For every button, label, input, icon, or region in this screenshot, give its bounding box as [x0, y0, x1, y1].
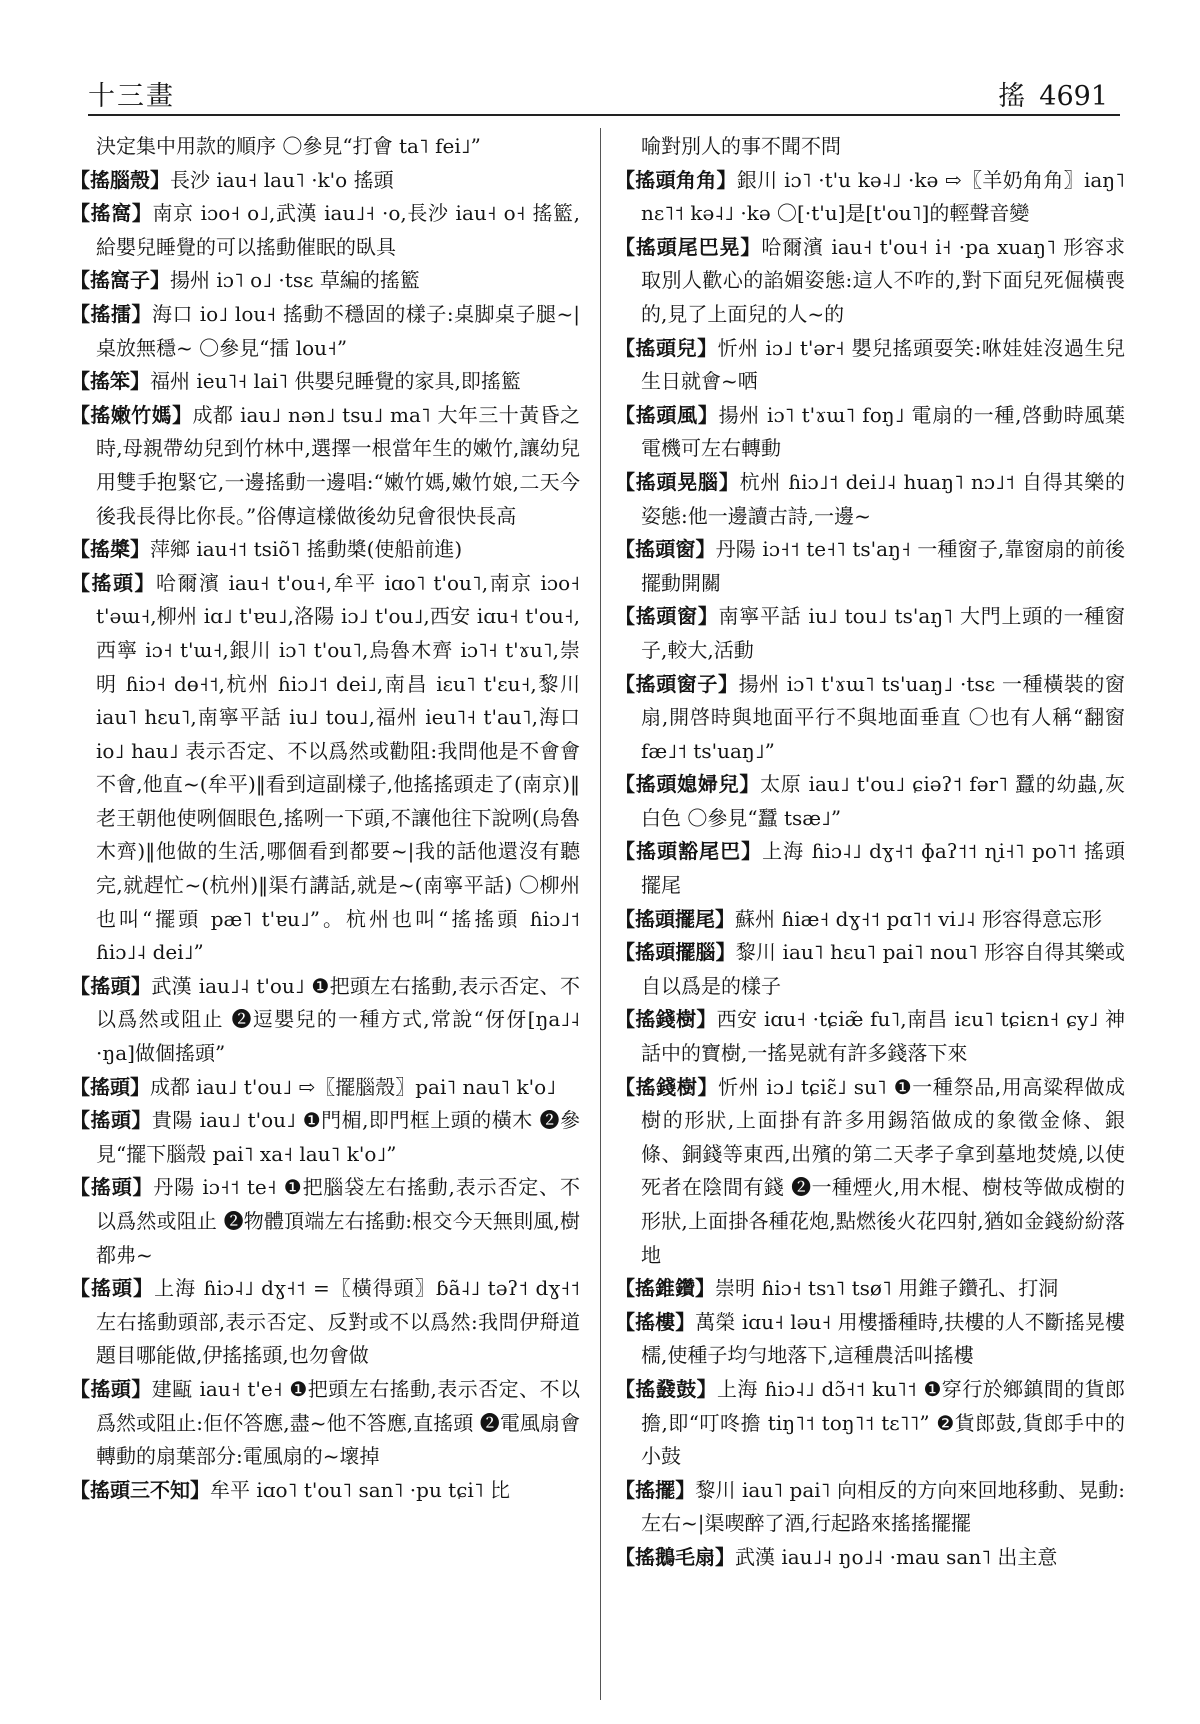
dictionary-entry [615, 835, 1125, 902]
dictionary-entry [70, 1373, 580, 1474]
entry-headword: 【搖頭尾巴晃】 [615, 234, 762, 259]
left-column [70, 130, 580, 1700]
dictionary-entry [615, 1306, 1125, 1373]
entry-headword: 【搖頭風】 [615, 402, 719, 427]
entry-text: 貴陽 iau˩ t'ou˩ ❶門楣,即門框上頭的橫木 ❷參見“擺下腦殼 pai˥ xa˧ lau˥ k'o˩” [96, 1108, 580, 1166]
dictionary-entry [615, 668, 1125, 769]
dictionary-entry [615, 903, 1125, 937]
dictionary-entry [70, 1104, 580, 1171]
entry-text: 成都 iau˩ nən˩ tsu˩ ma˥ 大年三十黃昏之時,母親帶幼兒到竹林中,選擇一根當年生的嫩竹,讓幼兒用雙手抱緊它,一邊搖動一邊唱:“嫩竹媽,嫩竹娘,二天今後我長得比你長。”俗傳這樣做後幼兒會很快長高 [96, 402, 580, 528]
entry-headword: 【搖頭窗子】 [615, 671, 739, 696]
entry-headword: 【搖鼗鼓】 [615, 1376, 717, 1401]
dictionary-entry [70, 567, 580, 970]
entry-text: 太原 iau˩ t'ou˩ ɕiəʔ˦ fər˥ 蠶的幼蟲,灰白色 〇參見“蠶 tsæ˩” [641, 772, 1125, 830]
dictionary-entry [615, 164, 1125, 231]
entry-headword: 【搖頭角角】 [615, 167, 737, 192]
entry-headword: 【搖頭】 [70, 1175, 154, 1200]
dictionary-entry [615, 1373, 1125, 1474]
entry-headword: 【搖窩子】 [70, 268, 170, 293]
entry-headword: 【搖頭窗】 [615, 537, 716, 562]
entry-text: 黎川 iau˥ pai˥ 向相反的方向來回地移動、晃動:左右~|渠喫醉了酒,行起路來搖搖擺擺 [641, 1477, 1125, 1536]
dictionary-entry [615, 1272, 1125, 1306]
page-header [88, 74, 1112, 114]
dictionary-entry [615, 600, 1125, 667]
entry-headword: 【搖頭】 [70, 1074, 150, 1099]
dictionary-entry [70, 264, 580, 298]
entry-headword: 【搖頭擺腦】 [615, 940, 736, 965]
entry-headword: 【搖頭】 [70, 570, 157, 595]
entry-headword: 【搖擂】 [70, 301, 152, 326]
entry-headword: 【搖頭】 [70, 1376, 152, 1401]
dictionary-entry [70, 1071, 580, 1105]
dictionary-entry [615, 332, 1125, 399]
entry-text: 建甌 iau˧ t'e˧ ❶把頭左右搖動,表示否定、不以爲然或阻止:佢伓答應,盡~他不答應,直搖頭 ❷電風扇會轉動的扇葉部分:電風扇的~壞掉 [96, 1376, 580, 1469]
entry-text: 喻對別人的事不聞不問 [641, 134, 841, 158]
entry-text: 萬榮 iɑu˧ ləu˧ 用樓播種時,扶樓的人不斷搖晃樓檽,使種子均勻地落下,這種農活叫搖樓 [641, 1309, 1125, 1368]
entry-text: 哈爾濱 iau˧ t'ou˧,牟平 iɑo˥ t'ou˥,南京 iɔo˧ t'əɯ˧,柳州 iɑ˩ t'ɐu˩,洛陽 iɔ˩ t'ou˩,西安 iɑu˧ t'ou˧,西寧 iɔ˧ t'ɯ˧,銀川 iɔ˥ t'ou˥,烏魯木齊 iɔ˥˧ t'ɤu˥,崇明 ɦiɔ˧ dɵ˧˦,杭州 ɦiɔ˩˦ dei˩,南昌 iɛu˥ t'ɛu˧,黎川 iau˥ hɛu˥,南寧平話 iu˩ tou˩,福州 ieu˥˧ t'au˥,海口 io˩ hau˩ 表示否定、不以爲然或勸阻:我問他是不會會不會,他直~(牟平)‖看到這副樣子,他搖搖頭走了(南京)‖老王朝他使咧個眼色,搖咧一下頭,不讓他往下說咧(烏魯木齊)‖他做的生活,哪個看到都要~|我的話他還沒有聽完,就趕忙~(杭州)‖渠冇講話,就是~(南寧平話) 〇柳州也叫“擺頭 pæ˥ t'ɐu˩”。杭州也叫“搖搖頭 ɦiɔ˩˦ ɦiɔ˩˨ dei˩” [96, 570, 580, 965]
entry-headword: 【搖頭三不知】 [70, 1477, 210, 1502]
entry-text: 南京 iɔo˧ o˩,武漢 iau˩˧ ·o,長沙 iau˧ o˧ 搖籃,給嬰兒睡覺的可以搖動催眠的臥具 [96, 201, 580, 259]
dictionary-entry [615, 399, 1125, 466]
entry-headword: 【搖擺】 [615, 1477, 696, 1502]
entry-headword: 【搖腦殼】 [70, 167, 170, 192]
dictionary-entry [615, 1003, 1125, 1070]
header-right [998, 74, 1108, 113]
dictionary-entry [615, 1071, 1125, 1273]
entry-text: 銀川 iɔ˥ ·t'u kə˨˩ ·kə ⇨〖羊奶角角〗iaŋ˥ nɛ˥˦ kə˨˩ ·kə 〇[·t'u]是[t'ou˥]的輕聲音變 [641, 167, 1125, 226]
entry-text: 上海 ɦiɔ˨˩ dɣ˧˦ ɸaʔ˦˦ ɳi˧˥ po˥˦ 搖頭擺尾 [641, 839, 1125, 898]
entry-headword: 【搖笨】 [70, 369, 150, 394]
entry-text: 忻州 iɔ˩ tɕiɛ̃˩ su˥ ❶一種祭品,用高粱稈做成樹的形狀,上面掛有許多用錫箔做成的象徵金條、銀條、銅錢等東西,出殯的第二天孝子拿到墓地焚燒,以使死者在陰間有錢 ❷一種煙火,用木棍、樹枝等做成樹的形狀,上面掛各種花炮,點燃後火花四射,猶如金錢紛紛落地 [641, 1074, 1125, 1267]
entry-headword: 【搖頭窗】 [615, 604, 719, 629]
dictionary-entry [615, 231, 1125, 332]
right-column [615, 130, 1125, 1700]
entry-text: 揚州 iɔ˥ t'ɤɯ˥ ts'uaŋ˩ ·tsɛ 一種橫裝的窗扇,開啓時與地面平行不與地面垂直 〇也有人稱“翻窗 fæ˩˦ ts'uaŋ˩” [641, 671, 1125, 763]
entry-text: 海口 io˩ lou˧ 搖動不穩固的樣子:桌脚桌子腿~|桌放無穩~ 〇參見“擂 lou˧” [96, 301, 580, 360]
entry-headword: 【搖錢樹】 [615, 1074, 719, 1099]
dictionary-entry [70, 130, 580, 164]
entry-text: 牟平 iɑo˥ t'ou˥ san˥ ·pu tɕi˥ 比 [210, 1477, 511, 1502]
entry-text: 黎川 iau˥ hɛu˥ pai˥ nou˥ 形容自得其樂或自以爲是的樣子 [641, 940, 1125, 998]
entry-headword: 【搖頭兒】 [615, 335, 718, 360]
entry-headword: 【搖嫩竹媽】 [70, 402, 193, 427]
entry-text: 武漢 iau˩˨ t'ou˩ ❶把頭左右搖動,表示否定、不以爲然或阻止 ❷逗嬰兒的一種方式,常說“伢伢[ŋa˩˨ ·ŋa]做個搖頭” [96, 973, 580, 1066]
entry-text: 成都 iau˩ t'ou˩ ⇨〖擺腦殼〗pai˥ nau˥ k'o˩ [150, 1074, 556, 1099]
dictionary-entry [615, 466, 1125, 533]
dictionary-entry [615, 533, 1125, 600]
dictionary-entry [70, 298, 580, 365]
entry-headword: 【搖錢樹】 [615, 1007, 717, 1032]
entry-text: 上海 ɦiɔ˨˩ dɔ̃˧˦ ku˥˦ ❶穿行於鄉鎮間的貨郎擔,即“叮咚擔 tiŋ˥˦ toŋ˥˦ tɛ˥˥” ❷貨郎鼓,貨郎手中的小鼓 [641, 1376, 1125, 1469]
dictionary-entry [70, 970, 580, 1071]
entry-headword: 【搖頭】 [70, 973, 152, 998]
entry-headword: 【搖頭媳婦兒】 [615, 772, 761, 797]
entry-headword: 【搖頭晃腦】 [615, 469, 740, 494]
dictionary-entry [70, 164, 580, 198]
header-character: 搖 [998, 81, 1026, 112]
entry-headword: 【搖樓】 [615, 1309, 696, 1334]
entry-headword: 【搖槳】 [70, 537, 150, 562]
page-number: 4691 [1039, 81, 1108, 112]
dictionary-entry [70, 1171, 580, 1272]
entry-text: 崇明 ɦiɔ˧ tsɿ˥ tsø˥ 用錐子鑽孔、打洞 [715, 1276, 1059, 1301]
dictionary-entry [70, 1474, 580, 1508]
dictionary-entry [615, 936, 1125, 1003]
entry-text: 忻州 iɔ˩ t'ər˧ 嬰兒搖頭耍笑:咻娃娃沒過生兒生日就會~哂 [641, 335, 1125, 394]
entry-headword: 【搖頭】 [70, 1108, 152, 1133]
dictionary-entry [615, 130, 1125, 164]
entry-headword: 【搖鵝毛扇】 [615, 1544, 735, 1569]
entry-text: 丹陽 iɔ˧˦ te˧ ❶把腦袋左右搖動,表示否定、不以爲然或阻止 ❷物體頂端左右搖動:根交今天無則風,樹都弗~ [96, 1175, 580, 1267]
entry-text: 西安 iɑu˧ ·tɕiæ̃ fu˥,南昌 iɛu˥ tɕiɛn˧ ɕy˩ 神話中的寶樹,一搖晃就有許多錢落下來 [641, 1007, 1125, 1066]
header-rule [88, 114, 1120, 116]
entry-headword: 【搖窩】 [70, 201, 153, 226]
entry-text: 上海 ɦiɔ˨˩ dɣ˧˦ =〖橫得頭〗ɓã˨˩ təʔ˦ dɣ˧˦ 左右搖動頭部,表示否定、反對或不以爲然:我問伊搿道題目哪能做,伊搖搖頭,也勿會做 [96, 1276, 580, 1368]
dictionary-entry [615, 768, 1125, 835]
entry-text: 決定集中用款的順序 〇參見“打會 ta˥ fei˩” [96, 134, 481, 158]
dictionary-entry [70, 399, 580, 533]
entry-headword: 【搖頭豁尾巴】 [615, 839, 763, 864]
dictionary-entry [615, 1474, 1125, 1541]
entry-text: 長沙 iau˧ lau˥ ·k'o 搖頭 [170, 167, 394, 192]
entry-headword: 【搖頭擺尾】 [615, 906, 735, 931]
entry-headword: 【搖頭】 [70, 1276, 155, 1301]
dictionary-entry [70, 533, 580, 567]
entry-text: 揚州 iɔ˥ t'ɤɯ˥ foŋ˩ 電扇的一種,啓動時風葉電機可左右轉動 [641, 402, 1125, 461]
dictionary-entry [70, 197, 580, 264]
dictionary-entry [615, 1541, 1125, 1575]
entry-text: 蘇州 ɦiæ˧ dɣ˧˦ pɑ˥˦ vi˩˨ 形容得意忘形 [735, 906, 1102, 931]
entry-headword: 【搖錐鑽】 [615, 1276, 715, 1301]
entry-text: 萍鄉 iau˧˦ tsiõ˥ 搖動槳(使船前進) [150, 537, 463, 562]
entry-text: 丹陽 iɔ˧˦ te˧˥ ts'aŋ˧ 一種窗子,靠窗扇的前後擺動開關 [641, 537, 1125, 595]
dictionary-entry [70, 365, 580, 399]
entry-text: 南寧平話 iu˩ tou˩ ts'aŋ˥ 大門上頭的一種窗子,較大,活動 [641, 604, 1125, 662]
entry-text: 福州 ieu˥˧ lai˥ 供嬰兒睡覺的家具,即搖籃 [150, 369, 521, 394]
entry-text: 武漢 iau˩˨ ŋo˩˨ ·mau san˥ 出主意 [735, 1544, 1058, 1569]
entry-text: 哈爾濱 iau˧ t'ou˧ i˧ ·pa xuaŋ˥ 形容求取別人歡心的諂媚姿態:這人不咋的,對下面兒死倔橫喪的,見了上面兒的人~的 [641, 234, 1125, 326]
entry-text: 揚州 iɔ˥ o˩ ·tsɛ 草編的搖籃 [170, 268, 420, 293]
column-divider [600, 128, 601, 1700]
dictionary-entry [70, 1272, 580, 1373]
section-title: 十三畫 [88, 81, 175, 112]
entry-text: 杭州 ɦiɔ˩˦ dei˩˨ huaŋ˥ nɔ˩˦ 自得其樂的姿態:他一邊讀古詩,一邊~ [641, 469, 1125, 528]
